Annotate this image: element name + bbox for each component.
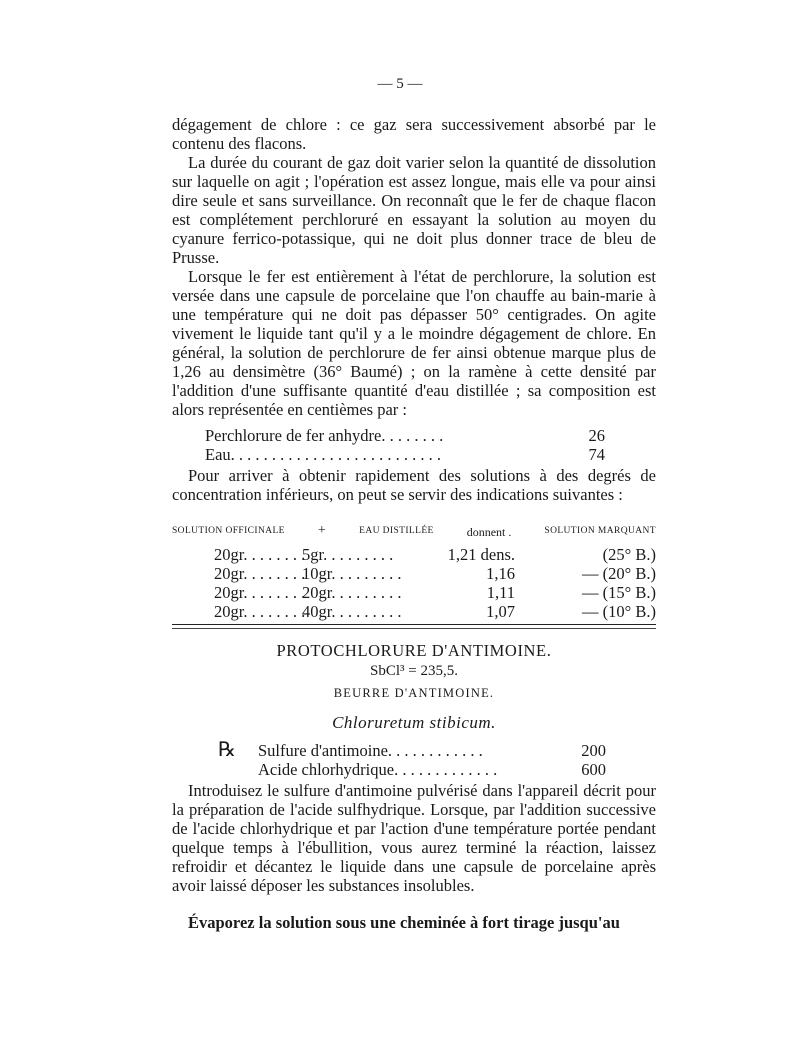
cell-baume: — (10° B.) — [582, 602, 656, 621]
composition-value: 74 — [588, 445, 605, 464]
text-block-top — [172, 115, 656, 419]
table-row — [214, 602, 656, 621]
cell-baume: — (20° B.) — [582, 564, 656, 583]
cell-officinale: 20gr. . . . . . . . — [214, 602, 306, 621]
paragraph-4: Pour arriver à obtenir rapidement des solutions à des degrés de concentration inférieurs, on peut se servir des indications suivantes : — [172, 466, 656, 504]
cell-officinale: 20gr. . . . . . . . — [214, 564, 306, 583]
paragraph-1: dégagement de chlore : ce gaz sera successivement absorbé par le contenu des flacons. — [172, 115, 656, 153]
recipe-value: 600 — [581, 760, 606, 779]
cell-baume: — (15° B.) — [582, 583, 656, 602]
section-divider-thin — [172, 628, 656, 629]
page-number: — 5 — — [377, 76, 423, 92]
recipe-label: Acide chlorhydrique. . . . . . . . . . . . . — [258, 760, 498, 779]
cell-density: 1,21 dens. — [447, 545, 515, 564]
paragraph-6: Évaporez la solution sous une cheminée à fort tirage jusqu'au — [188, 913, 620, 932]
header-solution-marquant: SOLUTION MARQUANT — [544, 526, 656, 536]
header-plus: + — [317, 523, 327, 538]
composition-label: Perchlorure de fer anhydre. . . . . . . . — [205, 426, 444, 445]
table-row — [214, 583, 656, 602]
cell-officinale: 20gr. . . . . . . . — [214, 545, 306, 564]
cell-eau: 40gr. . . . . . . . . — [302, 602, 402, 621]
dilution-table — [214, 545, 656, 621]
paragraph-5: Introduisez le sulfure d'antimoine pulvérisé dans l'appareil décrit pour la préparation de l'acide sulfhydrique. Lorsque, par l'addition successive de l'acide chlorhydrique et par l'action d'une température portée pendant quelque temps à l'ébullition, vous aurez terminé la réaction, laissez refroidir et décantez le liquide dans une capsule de porcelaine après avoir laissé déposer les substances insolubles. — [172, 781, 656, 895]
header-eau-distillee: EAU DISTILLÉE — [359, 526, 434, 536]
cell-density: 1,11 — [486, 583, 515, 602]
recipe-icon: ℞ — [218, 739, 236, 761]
cell-officinale: 20gr. . . . . . . . — [214, 583, 306, 602]
section-title: PROTOCHLORURE D'ANTIMOINE. — [276, 641, 552, 660]
cell-eau: 20gr. . . . . . . . . — [302, 583, 402, 602]
cell-density: 1,16 — [486, 564, 515, 583]
table-row — [214, 564, 656, 583]
recipe-value: 200 — [581, 741, 606, 760]
recipe-row — [222, 760, 606, 779]
cell-eau: 10gr. . . . . . . . . — [302, 564, 402, 583]
section-subtitle: BEURRE D'ANTIMOINE. — [333, 686, 495, 700]
latin-name: Chloruretum stibicum. — [332, 713, 496, 732]
composition-label: Eau. . . . . . . . . . . . . . . . . . . . . . . . . . — [205, 445, 442, 464]
cell-baume: (25° B.) — [602, 545, 656, 564]
text-block-instructions — [172, 781, 656, 895]
text-block-last — [172, 913, 656, 932]
recipe-list — [218, 739, 606, 779]
composition-row — [205, 426, 605, 445]
paragraph-3: Lorsque le fer est entièrement à l'état de perchlorure, la solution est versée dans une capsule de porcelaine que l'on chauffe au bain-marie à une température qui ne doit pas dépasser 50° centigrades. On agite vivement le liquide tant qu'il y a le moindre dégagement de chlore. En général, la solution de perchlorure de fer ainsi obtenue marque plus de 1,26 au densimètre (36° Baumé) ; on la ramène à cette densité par l'addition d'une suffisante quantité d'eau distillée ; sa composition est alors représentée en centièmes par : — [172, 267, 656, 419]
header-donnent: donnent . — [466, 525, 512, 539]
paragraph-2: La durée du courant de gaz doit varier selon la quantité de dissolution sur laquelle on agit ; l'opération est assez longue, mais elle va pour ainsi dire seule et sans surveillance. On reconnaît que le fer de chaque flacon est complétement perchloruré en essayant la solution au moyen du cyanure ferrico-potassique, qui ne doit plus donner trace de bleu de Prusse. — [172, 153, 656, 267]
table-row — [214, 545, 656, 564]
composition-list — [205, 426, 605, 464]
composition-value: 26 — [588, 426, 605, 445]
text-block-intro-table — [172, 466, 656, 504]
section-divider-thick — [172, 624, 656, 625]
composition-row — [205, 445, 605, 464]
recipe-row — [222, 741, 606, 760]
header-solution-officinale: SOLUTION OFFICINALE — [172, 526, 285, 536]
cell-density: 1,07 — [486, 602, 515, 621]
table-header — [172, 523, 656, 540]
recipe-label: Sulfure d'antimoine. . . . . . . . . . . . — [258, 741, 483, 760]
cell-eau: 5gr. . . . . . . . . — [302, 545, 394, 564]
chemical-formula: SbCl³ = 235,5. — [370, 663, 458, 679]
